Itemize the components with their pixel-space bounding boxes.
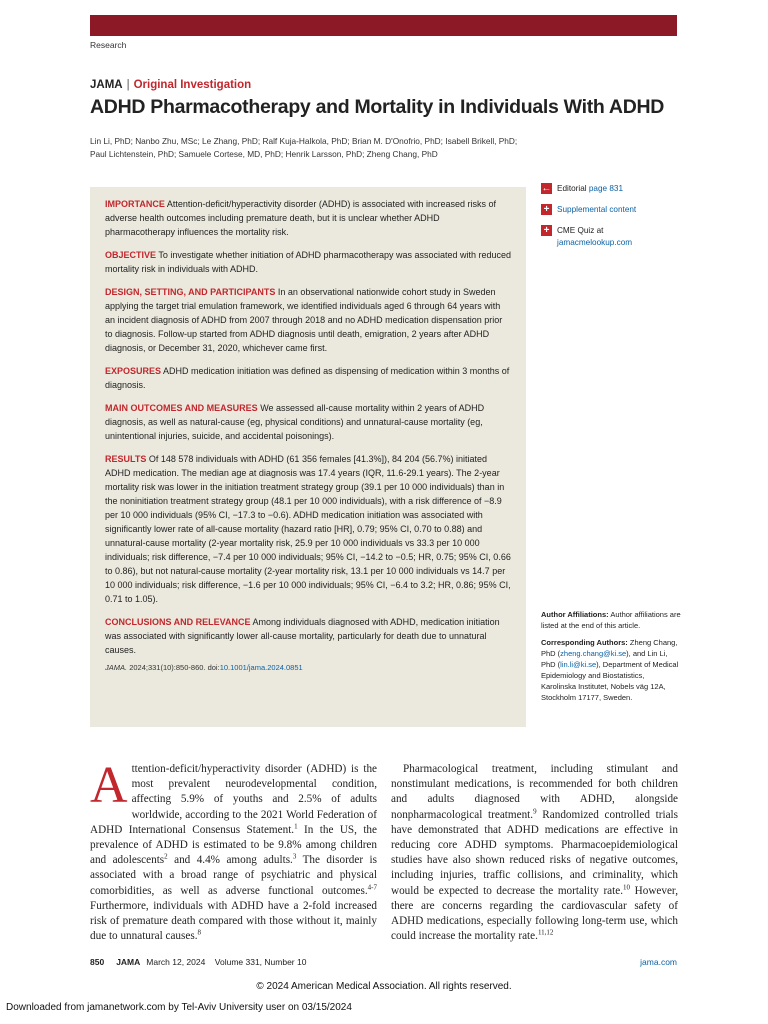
author-affiliations: Author Affiliations: Author affiliations are listed at the end of this article. Corresponding Authors: Zheng Chang, PhD (zheng.chang@ki.se), and Lin Li, PhD (lin.li@ki.se), Department of Medical Epidemiology and Biostatistics, Karolinska Institutet, Nobels väg 12A, Stockholm 17177, Sweden.	[541, 610, 681, 702]
abstract-box	[90, 187, 526, 727]
footer-issue: March 12, 2024 Volume 331, Number 10	[146, 957, 307, 967]
journal-banner	[90, 15, 677, 36]
corresponding-authors: Corresponding Authors: Zheng Chang, PhD (zheng.chang@ki.se), and Lin Li, PhD (lin.li@ki.se), Department of Medical Epidemiology and Biostatistics, Karolinska Institutet, Nobels väg 12A, Stockholm 17177, Sweden.	[541, 638, 679, 702]
plus-icon: +	[541, 225, 552, 236]
author-list	[90, 135, 540, 160]
abstract-exposures: EXPOSURES ADHD medication initiation was defined as dispensing of medication within 3 months of diagnosis.	[105, 366, 510, 390]
kicker-separator: |	[126, 79, 130, 91]
supplemental-content-link[interactable]: Supplemental content	[557, 205, 637, 214]
page-footer	[90, 957, 677, 967]
doi-link[interactable]: 10.1001/jama.2024.0851	[219, 663, 303, 672]
article-citation: JAMA. 2024;331(10):850-860. doi:10.1001/jama.2024.0851	[105, 663, 303, 672]
cme-quiz-item[interactable]: + CME Quiz at jamacmelookup.com	[541, 225, 691, 249]
body-column-right: Pharmacological treatment, including stimulant and nonstimulant medications, is recommended for both children and adults diagnosed with ADHD, alongside nonpharmacological treatment.$^9$ Randomized controlled trials have demonstrated that ADHD medications are effective in reducing core ADHD symptoms. Pharmacoepidemiological studies have also shown reduced risks of negative outcomes, including injuries, traffic collisions, and criminality, which would be expected to decrease the mortality rate.$^{10}$ However, there are concerns regarding the cardiovascular safety of ADHD medications, especially following long-term use, which could increase the mortality rate.$^{11,12}$	[391, 763, 678, 943]
abstract-results: RESULTS Of 148 578 individuals with ADHD (61 356 females [41.3%]), 84 204 (56.7%) initiated ADHD medication. The median age at diagnosis was 17.4 years (IQR, 11.6-29.1 years). The 2-year mortality risk was lower in the initiation treatment strategy group (39.1 per 10 000 individuals) than in the noninitiation treatment strategy group (48.1 per 10 000 individuals), with a risk difference of −8.9 per 10 000 individuals (95% CI, −17.3 to −0.6). ADHD medication initiation was associated with significantly lower rate of all-cause mortality (hazard ratio [HR], 0.79; 95% CI, 0.70 to 0.88) and unnatural-cause mortality (2-year mortality risk, 25.9 per 10 000 individuals vs 33.3 per 10 000 individuals; risk difference, −7.4 per 10 000 individuals; 95% CI, −14.2 to −0.5; HR, 0.75; 95% CI, 0.66 to 0.86), but not natural-cause mortality (2-year mortality risk, 13.1 per 10 000 individuals vs 14.7 per 10 000 individuals; risk difference, −1.6 per 10 000 individuals; 95% CI, −6.4 to 3.2; HR, 0.86; 95% CI, 0.71 to 1.05).	[105, 454, 511, 604]
abstract-conclusions: CONCLUSIONS AND RELEVANCE Among individuals diagnosed with ADHD, medication initiation was associated with significantly lower all-cause mortality, particularly for death due to unnatural causes.	[105, 617, 500, 655]
copyright-notice: © 2024 American Medical Association. All rights reserved.	[256, 981, 512, 992]
abstract-design: DESIGN, SETTING, AND PARTICIPANTS In an observational nationwide cohort study in Sweden applying the target trial emulation framework, we identified individuals aged 6 through 64 years with an incident diagnosis of ADHD from 2007 through 2018 and no ADHD medication dispensation prior to diagnosis. Follow-up started from ADHD diagnosis until death, emigration, 2 years after ADHD diagnosis, or December 31, 2020, whichever came first.	[105, 287, 503, 353]
arrow-left-icon: ←	[541, 183, 552, 194]
drop-cap: A	[90, 757, 128, 814]
abstract-objective: OBJECTIVE To investigate whether initiation of ADHD pharmacotherapy was associated with reduced mortality risk in individuals with ADHD.	[105, 250, 512, 274]
journal-site-link[interactable]: jama.com	[640, 957, 677, 967]
download-notice: Downloaded from jamanetwork.com by Tel-Aviv University user on 03/15/2024	[6, 1002, 352, 1013]
journal-name: JAMA	[90, 79, 123, 91]
footer-journal: JAMA	[116, 957, 141, 967]
authors-line-2: Paul Lichtenstein, PhD; Samuele Cortese, MD, PhD; Henrik Larsson, PhD; Zheng Chang, PhD	[90, 148, 438, 159]
abstract-importance: IMPORTANCE Attention-deficit/hyperactivity disorder (ADHD) is associated with increased risks of adverse health outcomes including premature death, but it is unclear whether ADHD pharmacotherapy influences the mortality risk.	[105, 199, 496, 237]
body-column-left: Attention-deficit/hyperactivity disorder (ADHD) is the most prevalent neurodevelopmental condition, affecting 5.9% of youths and 2.5% of adults worldwide, according to the 2021 World Federation of ADHD International Consensus Statement.$^1$ In the US, the prevalence of ADHD is estimated to be 9.8% among children and adolescents$^2$ and 4.4% among adults.$^3$ The disorder is associated with a broad range of psychiatric and physical comorbidities, as well as adverse functional outcomes.$^{4-7}$ Furthermore, individuals with ADHD have a 2-fold increased risk of premature death compared with those without it, mainly due to unnatural causes.$^8$	[90, 757, 377, 943]
email-link[interactable]: zheng.chang@ki.se	[560, 649, 627, 658]
authors-line-1: Lin Li, PhD; Nanbo Zhu, MSc; Le Zhang, PhD; Ralf Kuja-Halkola, PhD; Brian M. D'Onofrio, PhD; Isabell Brikell, PhD;	[90, 136, 518, 146]
email-link[interactable]: lin.li@ki.se	[560, 660, 597, 669]
editorial-page-link[interactable]: page 831	[588, 184, 624, 193]
cme-link[interactable]: jamacmelookup.com	[557, 238, 633, 247]
article-title: ADHD Pharmacotherapy and Mortality in Individuals With ADHD	[90, 96, 665, 118]
abstract-outcomes: MAIN OUTCOMES AND MEASURES We assessed all-cause mortality within 2 years of ADHD diagnosis, as well as natural-cause (eg, physical conditions) and unnatural-cause mortality (eg, unintentional injuries, suicide, and accidental poisonings).	[105, 403, 485, 441]
article-type: Original Investigation	[133, 79, 252, 91]
article-kicker	[90, 79, 251, 91]
plus-icon: +	[541, 204, 552, 215]
page-number: 850	[90, 957, 105, 967]
section-label: Research	[90, 40, 127, 50]
